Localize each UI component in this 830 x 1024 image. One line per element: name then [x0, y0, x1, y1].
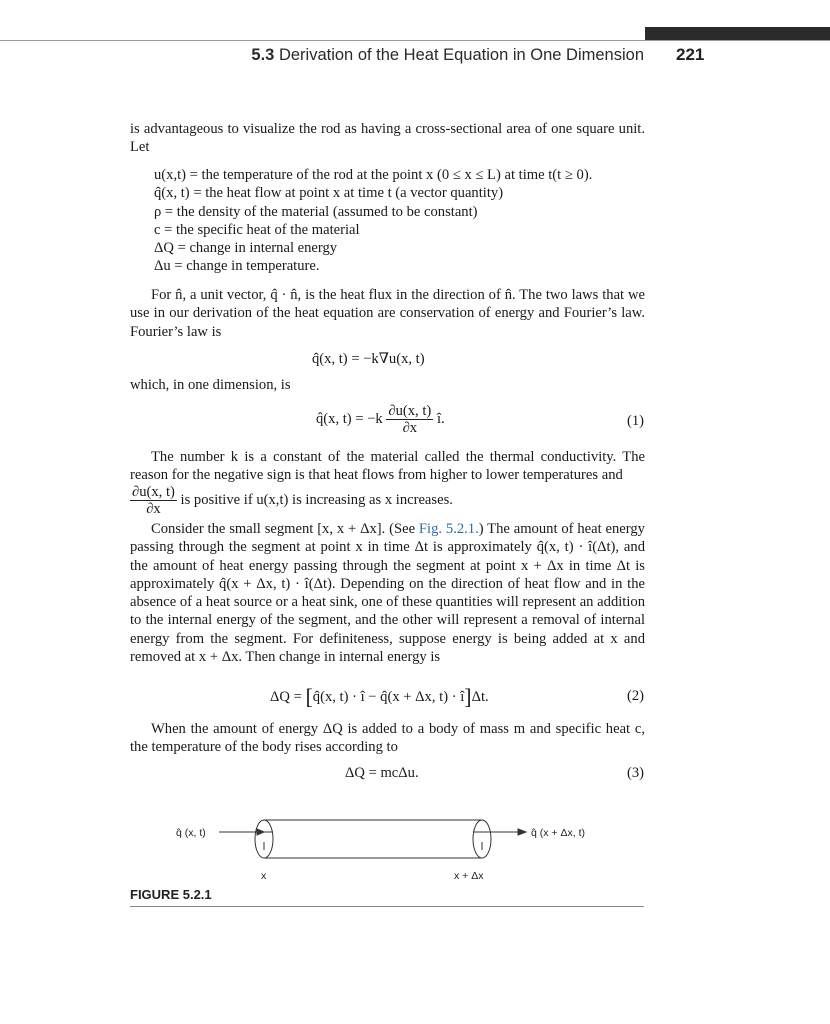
eq2-rhs: Δt. [471, 689, 489, 705]
section-title: Derivation of the Heat Equation in One Dimension [278, 46, 644, 64]
eq1-fraction [386, 403, 433, 436]
eq1-numerator: ∂u(x, t) [388, 403, 432, 419]
header-rule [0, 40, 830, 41]
equation-3: ΔQ = mcΔu. [345, 765, 419, 781]
eq2-left-bracket: [ [305, 684, 313, 709]
intro-paragraph [130, 120, 645, 157]
right-arrow-head [518, 829, 526, 835]
fourier-equation: q̂(x, t) = −k∇u(x, t) [312, 351, 425, 367]
conductivity-paragraph [130, 448, 645, 485]
equation-2 [270, 684, 489, 710]
definition-item: c = the specific heat of the material [154, 221, 360, 238]
figure-caption-rule [130, 906, 644, 907]
segment-paragraph [130, 520, 645, 666]
right-flux-label: q̂ (x + Δx, t) [531, 827, 585, 839]
left-flux-label: q̂ (x, t) [176, 827, 206, 839]
eq2-label: (2) [626, 688, 644, 704]
flux-paragraph [130, 286, 645, 341]
page-number: 221 [676, 45, 705, 64]
x-plus-dx-label: x + Δx [454, 870, 484, 882]
figure-caption: FIGURE 5.2.1 [130, 887, 212, 902]
eq3-label: (3) [626, 765, 644, 781]
rod-left-end [255, 820, 273, 858]
x-label: x [261, 870, 267, 882]
which-text: which, in one dimension, is [130, 377, 291, 393]
which-line [130, 376, 645, 394]
rod-figure [0, 808, 830, 908]
rod-right-end [473, 820, 491, 858]
segment-text-b: ) The amount of heat energy passing through the segment at point x in time Δt is approximately q̂(x, t) · î(Δt), and the amount of heat energy passing through the segment at point x + Δx in time Δt is approximately q̂(x + Δx, t) · î(Δt). Depending on the direction of heat flow and in the absence of a heat source or a heat sink, one of these quantities will represent an addition to the internal energy of the segment, and the other will represent a removal of internal energy from the segment. For definiteness, suppose energy is being added at x and removed at x + Δx. Then change in internal energy is [130, 521, 645, 666]
definition-item: Δu = change in temperature. [154, 258, 320, 275]
definition-item: ΔQ = change in internal energy [154, 240, 338, 257]
header-accent-bar [645, 27, 830, 41]
conductivity-text: The number k is a constant of the material called the thermal conductivity. The reason for the negative sign is that heat flows from higher to lower temperatures and [130, 449, 645, 484]
derivative-numerator: ∂u(x, t) [132, 484, 175, 500]
eq2-right-bracket: ] [464, 684, 472, 709]
segment-text [130, 520, 645, 666]
eq1-label: (1) [626, 413, 644, 429]
eq2-inner: q̂(x, t) · î − q̂(x + Δx, t) · î [312, 689, 465, 705]
derivative-fraction [130, 484, 177, 517]
definitions-list [154, 166, 592, 276]
definition-item: q̂(x, t) = the heat flow at point x at time t (a vector quantity) [154, 185, 504, 202]
mass-text: When the amount of energy ΔQ is added to a body of mass m and specific heat c, the temperature of the body rises according to [130, 721, 645, 756]
figure-link[interactable]: Fig. 5.2.1. [418, 521, 479, 537]
eq2-lhs: ΔQ = [270, 689, 306, 705]
derivative-denominator: ∂x [146, 501, 161, 517]
eq1-rhs: î. [436, 410, 445, 427]
equation-1 [316, 403, 445, 436]
section-number: 5.3 [251, 46, 275, 64]
eq1-lhs: q̂(x, t) = −k [316, 410, 383, 427]
eq1-denominator: ∂x [402, 420, 418, 436]
flux-text: For n̂, a unit vector, q̂ · n̂, is the heat flux in the direction of n̂. The two laws that we use in our derivation of the heat equation are conservation of energy and Fourier’s law. Fourier’s law is [130, 287, 645, 340]
segment-text-a: Consider the small segment [x, x + Δx]. (See [151, 521, 419, 537]
definition-item: ρ = the density of the material (assumed to be constant) [154, 203, 478, 220]
intro-text: is advantageous to visualize the rod as having a cross-sectional area of one square unit. Let [130, 121, 645, 156]
derivative-text: is positive if u(x,t) is increasing as x increases. [180, 491, 453, 508]
running-head [251, 46, 644, 65]
derivative-line [130, 484, 453, 517]
mass-paragraph [130, 720, 645, 757]
definition-item: u(x,t) = the temperature of the rod at the point x (0 ≤ x ≤ L) at time t(t ≥ 0). [154, 167, 593, 183]
